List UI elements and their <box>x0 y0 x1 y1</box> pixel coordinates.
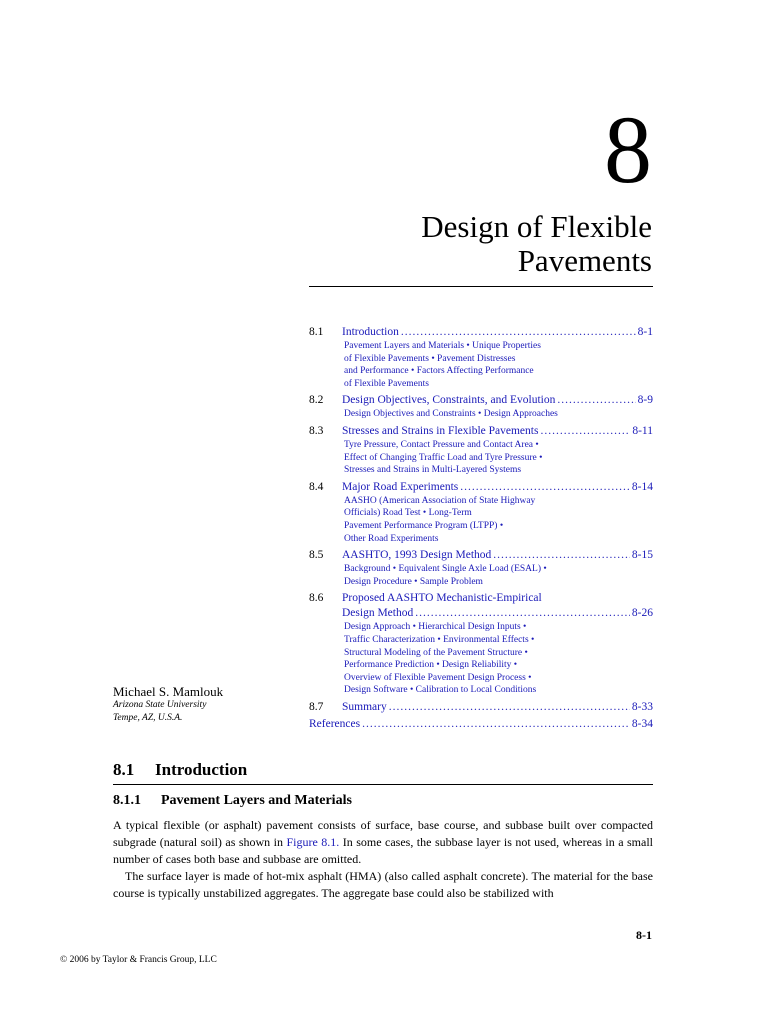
chapter-title-line2: Pavements <box>517 243 652 278</box>
section-divider <box>113 784 653 785</box>
toc-subtopic-line[interactable]: Tyre Pressure, Contact Pressure and Contact Area • <box>344 439 539 450</box>
toc-entry-8-5 <box>309 548 653 588</box>
toc-page[interactable]: 8-9 <box>637 394 653 407</box>
toc-link-introduction[interactable]: Introduction <box>342 326 399 338</box>
toc-entry-8-2 <box>309 393 653 421</box>
toc-link-mechanistic-empirical[interactable]: Proposed AASHTO Mechanistic-Empirical <box>342 592 542 605</box>
toc-page[interactable]: 8-33 <box>631 700 653 713</box>
toc-subtopics <box>309 563 653 588</box>
toc-subtopic-line[interactable]: and Performance • Factors Affecting Performance <box>344 366 534 377</box>
toc-subtopic-line[interactable]: of Flexible Pavements <box>344 378 429 389</box>
toc-leader <box>362 717 630 732</box>
toc-leader <box>493 548 630 563</box>
toc-subtopics <box>309 340 653 390</box>
toc-subtopic-line[interactable]: Design Objectives and Constraints • Design Approaches <box>344 409 558 420</box>
toc-number: 8.2 <box>309 394 324 407</box>
toc-subtopics <box>309 439 653 477</box>
toc-number: 8.1 <box>309 326 324 338</box>
toc-subtopic-line[interactable]: Effect of Changing Traffic Load and Tyre Pressure • <box>344 452 543 463</box>
toc-subtopic-line[interactable]: AASHO (American Association of State Highway <box>344 495 536 506</box>
toc-subtopic-line[interactable]: Stresses and Strains in Multi-Layered Systems <box>344 465 522 476</box>
section-number: 8.1 <box>113 760 135 779</box>
toc-subtopic-line[interactable]: Other Road Experiments <box>344 533 439 544</box>
toc-link-major-road-experiments[interactable]: Major Road Experiments <box>342 480 459 493</box>
toc-entry-references <box>309 717 653 732</box>
section-heading <box>113 760 247 780</box>
toc-entry-8-6 <box>309 591 653 697</box>
toc-link-design-objectives[interactable]: Design Objectives, Constraints, and Evolution <box>342 394 556 407</box>
toc-link-stresses-strains[interactable]: Stresses and Strains in Flexible Pavements <box>342 424 539 437</box>
toc-entry-8-7 <box>309 700 653 715</box>
author-block <box>113 684 293 724</box>
chapter-number: 8 <box>604 96 652 203</box>
author-name: Michael S. Mamlouk <box>113 684 224 699</box>
section-title: Introduction <box>155 760 248 779</box>
figure-link[interactable]: Figure 8.1. <box>286 835 340 849</box>
toc-subtopic-line[interactable]: Officials) Road Test • Long-Term <box>344 508 472 519</box>
toc-subtopic-line[interactable]: Overview of Flexible Pavement Design Process • <box>344 672 532 683</box>
toc-subtopics <box>309 621 653 697</box>
toc-leader <box>415 606 630 621</box>
subsection-title: Pavement Layers and Materials <box>161 793 352 808</box>
chapter-title-line1: Design of Flexible <box>421 209 652 244</box>
author-affiliation: Arizona State University <box>113 700 207 710</box>
subsection-heading <box>113 793 352 809</box>
subsection-number: 8.1.1 <box>113 793 141 808</box>
page-number: 8-1 <box>636 928 652 942</box>
toc-subtopics <box>309 408 653 421</box>
paragraph: The surface layer is made of hot-mix asphalt (HMA) (also called asphalt concrete). The material for the base course is typically unstabilized aggregates. The aggregate base could also be stabilized with <box>113 869 653 900</box>
chapter-title <box>421 210 652 278</box>
toc-subtopic-line[interactable]: Design Software • Calibration to Local Conditions <box>344 685 537 696</box>
toc-entry-8-4 <box>309 480 653 545</box>
toc-number: 8.6 <box>309 592 324 605</box>
toc-link-references[interactable]: References <box>309 717 361 730</box>
author-location: Tempe, AZ, U.S.A. <box>113 712 183 723</box>
toc-subtopic-line[interactable]: Design Procedure • Sample Problem <box>344 576 483 587</box>
toc-page[interactable]: 8-11 <box>632 424 653 437</box>
toc-page[interactable]: 8-34 <box>631 717 653 730</box>
title-divider <box>309 286 653 287</box>
toc-leader <box>401 325 636 340</box>
toc-number: 8.5 <box>309 549 324 562</box>
toc-number: 8.4 <box>309 480 324 493</box>
toc-link-summary[interactable]: Summary <box>342 700 387 713</box>
toc-subtopics <box>309 495 653 545</box>
copyright-notice: © 2006 by Taylor & Francis Group, LLC <box>60 955 217 965</box>
paragraph: A typical flexible (or asphalt) pavement consists of surface, base course, and subbase built over compacted subgrade (natural soil) as shown in Figure 8.1. In some cases, the subbase layer is not used, whereas in a small number of cases both base and subbase are omitted. <box>113 818 653 866</box>
toc-number: 8.3 <box>309 424 324 437</box>
body-text <box>113 817 653 902</box>
toc-page[interactable]: 8-15 <box>631 549 653 562</box>
toc-leader <box>557 393 635 408</box>
toc-subtopic-line[interactable]: Structural Modeling of the Pavement Structure • <box>344 647 528 658</box>
toc-link-mechanistic-empirical-cont[interactable]: Design Method <box>342 607 414 620</box>
toc-subtopic-line[interactable]: Background • Equivalent Single Axle Load (ESAL) • <box>344 564 547 575</box>
toc-leader <box>389 700 630 715</box>
toc-page[interactable]: 8-1 <box>637 326 653 338</box>
toc-page[interactable]: 8-26 <box>631 607 653 620</box>
toc-subtopic-line[interactable]: Design Approach • Hierarchical Design Inputs • <box>344 622 527 633</box>
toc-subtopic-line[interactable]: Pavement Layers and Materials • Unique Properties <box>344 341 541 351</box>
toc-subtopic-line[interactable]: Traffic Characterization • Environmental Effects • <box>344 634 535 645</box>
toc-number: 8.7 <box>309 700 324 713</box>
table-of-contents <box>309 325 653 732</box>
toc-subtopic-line[interactable]: Pavement Performance Program (LTPP) • <box>344 520 504 531</box>
toc-subtopic-line[interactable]: of Flexible Pavements • Pavement Distresses <box>344 353 516 364</box>
toc-page[interactable]: 8-14 <box>631 480 653 493</box>
toc-entry-8-1 <box>309 325 653 390</box>
toc-link-aashto-1993[interactable]: AASHTO, 1993 Design Method <box>342 549 492 562</box>
toc-leader <box>540 424 630 439</box>
toc-entry-8-3 <box>309 424 653 477</box>
toc-subtopic-line[interactable]: Performance Prediction • Design Reliability • <box>344 660 518 671</box>
toc-leader <box>460 480 630 495</box>
